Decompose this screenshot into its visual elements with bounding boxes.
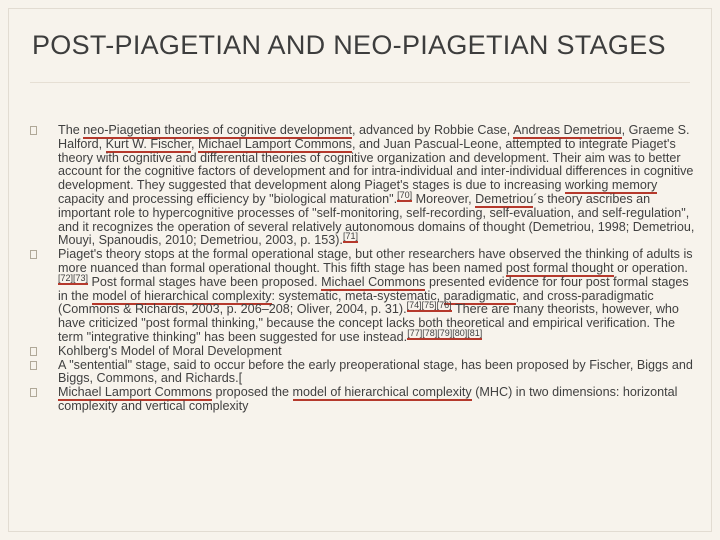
page-title: POST-PIAGETIAN AND NEO-PIAGETIAN STAGES: [32, 30, 666, 60]
text-segment: : systematic, meta-systematic,: [271, 288, 444, 303]
text-link[interactable]: model of hierarchical complexity: [92, 288, 272, 303]
text-segment: There are many theorists, however, who have criticized "post formal thinking," because the concept lacks both theoretical and empirical verification. The term "integrative thinking" has been suggested for use instead.: [58, 302, 679, 344]
bullet-item: [30, 248, 696, 345]
text-segment: presented evidence for four post formal stages in the: [58, 274, 689, 303]
text-link[interactable]: post formal thought: [505, 260, 614, 275]
title-divider: [30, 82, 690, 83]
text-segment: , and cross-paradigmatic (Commons & Richards, 2003, p. 206–208; Oliver, 2004, p. 31).: [58, 288, 654, 317]
bullet-item: [30, 359, 696, 387]
square-bullet-icon: [30, 347, 37, 356]
citation-link[interactable]: [77][78][79][80][81]: [407, 327, 483, 338]
text-segment: , and Juan Pascual-Leone, attempted to integrate Piaget's theory with cognitive and differential theories of cognitive organization and development. Their aim was to better account for the cognitive factors of development and for intra-individual and inter-individual differences in cognitive development. They suggested that development along Piaget's stages is due to increasing: [58, 136, 694, 193]
bullet-item: [30, 124, 696, 248]
text-link[interactable]: model of hierarchical complexity: [292, 385, 472, 400]
bullet-item: [30, 386, 696, 414]
bullet-item: [30, 345, 696, 359]
text-segment: or operation.: [613, 260, 688, 275]
text-link[interactable]: Andreas Demetriou: [513, 123, 622, 137]
text-link[interactable]: paradigmatic: [443, 288, 516, 303]
text-segment: ,: [191, 136, 198, 151]
text-segment: capacity and processing efficiency by "biological maturation".: [58, 191, 398, 206]
text-segment: , Graeme S. Halford,: [58, 123, 690, 151]
square-bullet-icon: [30, 250, 37, 259]
citation-link[interactable]: [72][73]: [58, 272, 89, 283]
square-bullet-icon: [30, 361, 37, 370]
text-link[interactable]: neo-Piagetian theories of cognitive development: [83, 123, 353, 137]
text-link[interactable]: Demetriou: [475, 191, 534, 206]
text-segment: proposed the: [211, 385, 293, 400]
text-segment: ´s theory ascribes an important role to hypercognitive processes of "self-monitoring, self-recording, self-evaluation, and self-regulation", and it recognizes the operation of several relatively autonomous domains of thought (Demetriou, 1998; Demetriou, Mouyi, Spanoudis, 2010; Demetriou, 2003, p. 153).: [58, 191, 695, 248]
citation-link[interactable]: [74][75][76]: [406, 300, 452, 311]
bullet-list: [30, 124, 696, 414]
text-segment: Piaget's theory stops at the formal operational stage, but other researchers have observed the thinking of adults is more nuanced than formal operational thought. This fifth stage has been named: [58, 247, 693, 275]
text-link[interactable]: Michael Lamport Commons: [198, 136, 352, 151]
text-link[interactable]: working memory: [564, 178, 658, 193]
text-link[interactable]: Michael Lamport Commons: [58, 385, 212, 400]
text-segment: The: [58, 123, 84, 137]
text-segment: A "sentential" stage, said to occur before the early preoperational stage, has been proposed by Fischer, Biggs and Biggs, Commons, and Richards.[: [58, 357, 693, 386]
citation-link[interactable]: [71]: [342, 231, 358, 242]
text-segment: Kohlberg's Model of Moral Development: [58, 343, 282, 358]
text-segment: , advanced by Robbie Case,: [352, 123, 514, 137]
text-link[interactable]: Kurt W. Fischer: [105, 136, 191, 151]
text-segment: (MHC) in two dimensions: horizontal complexity and vertical complexity: [58, 385, 678, 413]
text-segment: Moreover,: [412, 191, 476, 206]
text-link[interactable]: Michael Commons: [321, 274, 426, 289]
text-segment: Post formal stages have been proposed.: [88, 274, 322, 289]
square-bullet-icon: [30, 388, 37, 397]
square-bullet-icon: [30, 126, 37, 135]
citation-link[interactable]: [70]: [397, 189, 413, 200]
